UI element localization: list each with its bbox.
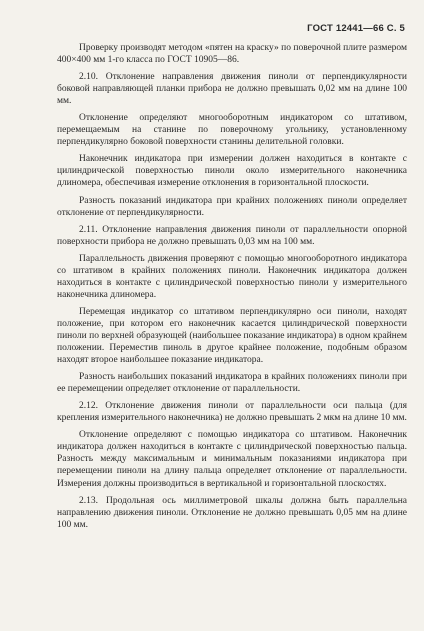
paragraph-intro: Проверку производят методом «пятен на краску» по поверочной плите размером 400×400 мм 1-го класса по ГОСТ 10905—86. bbox=[57, 43, 407, 66]
paragraph-2-11: 2.11. Отклонение направления движения пиноли от параллельности опорной поверхности прибора не должно превышать 0,03 мм на 100 мм. bbox=[57, 224, 407, 247]
paragraph-2-11-result: Разность наибольших показаний индикатора в крайних положениях пиноли при ее перемещении определяет отклонение от параллельности. bbox=[57, 372, 407, 395]
paragraph-2-10-result: Разность показаний индикатора при крайних положениях пиноли определяет отклонение от перпендикулярности. bbox=[57, 195, 407, 218]
paragraph-2-11-method: Параллельность движения проверяют с помощью многооборотного индикатора со штативом в крайних положениях пиноли. Наконечник индикатора должен находиться в контакте с цилиндрической поверхностью пиноли у измерительного наконечника длиномера. bbox=[57, 253, 407, 300]
paragraph-2-10: 2.10. Отклонение направления движения пиноли от перпендикулярности боковой направляющей планки прибора не должно превышать 0,02 мм на длине 100 мм. bbox=[57, 72, 407, 107]
page-header: ГОСТ 12441—66 С. 5 bbox=[307, 23, 405, 34]
document-body bbox=[57, 42, 407, 536]
paragraph-2-11-procedure: Перемещая индикатор со штативом перпендикулярно оси пиноли, находят положение, при котором его наконечник касается цилиндрической поверхности пиноли по верхней образующей (наибольшее показание индикатора) в одном крайнем положении. Переместив пиноль в другое крайнее положение, подобным образом находят второе наибольшее показание индикатора. bbox=[57, 306, 407, 366]
paragraph-2-10-contact: Наконечник индикатора при измерении должен находиться в контакте с цилиндрической поверхностью пиноли около измерительного наконечника длиномера, обеспечивая измерение отклонения в горизонтальной плоскости. bbox=[57, 154, 407, 189]
paragraph-2-13: 2.13. Продольная ось миллиметровой шкалы должна быть параллельна направлению движения пиноли. Отклонение не должно превышать 0,05 мм на длине 100 мм. bbox=[57, 495, 407, 530]
paragraph-2-12-method: Отклонение определяют с помощью индикатора со штативом. Наконечник индикатора должен находиться в контакте с цилиндрической поверхностью пальца. Разность между максимальным и минимальным показаниями индикатора при перемещении пиноли на длину пальца определяет отклонение от параллельности. Измерения должны производиться в вертикальной и горизонтальной плоскостях. bbox=[57, 430, 407, 489]
paragraph-2-12: 2.12. Отклонение движения пиноли от параллельности оси пальца (для крепления измерительного наконечника) не должно превышать 2 мкм на длине 10 мм. bbox=[57, 401, 407, 424]
paragraph-2-10-method: Отклонение определяют многооборотным индикатором со штативом, перемещаемым на станине по поверочному угольнику, установленному перпендикулярно боковой поверхности станины делительной головки. bbox=[57, 113, 407, 148]
